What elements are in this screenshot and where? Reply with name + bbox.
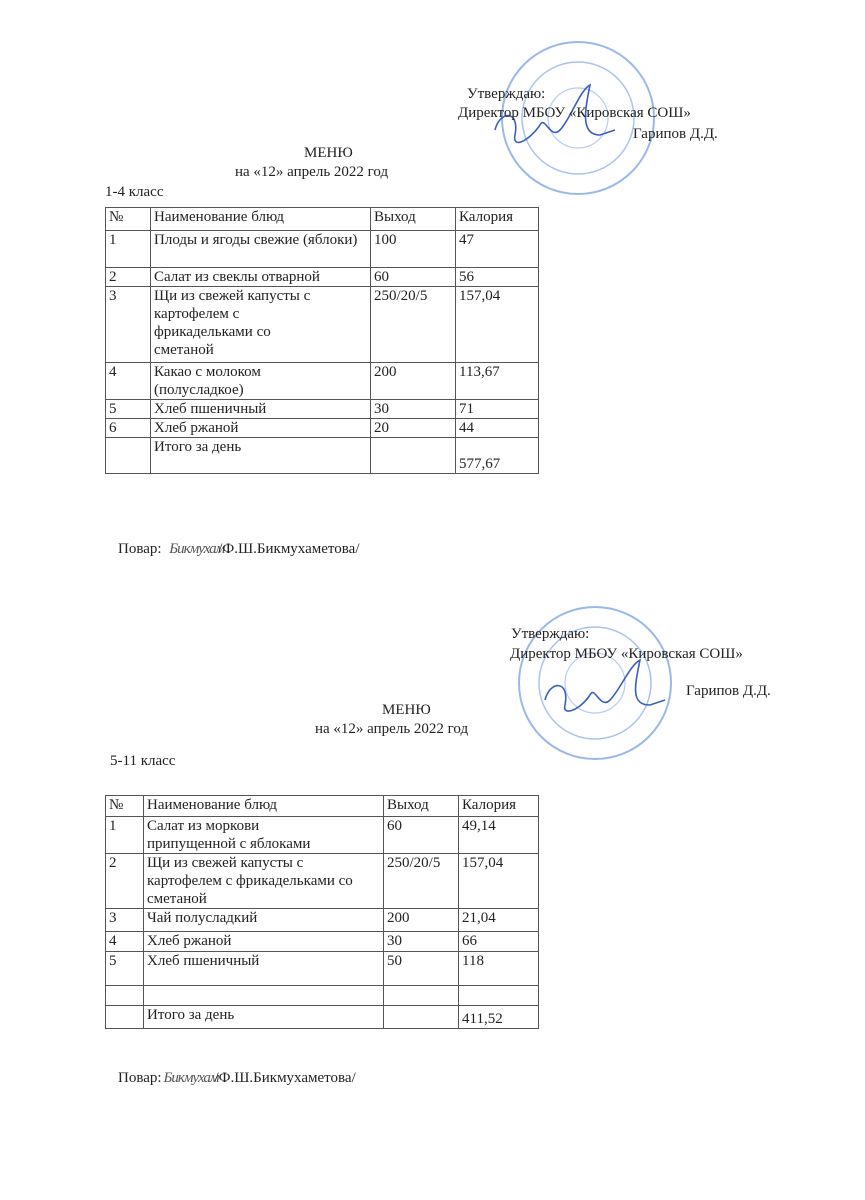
director-signature [540,655,670,725]
cell: 47 [456,231,539,268]
total-value: 411,52 [459,1006,539,1029]
header-cell: Наименование блюд [151,208,371,231]
cell: 250/20/5 [384,854,459,909]
class-label: 1-4 класс [105,184,164,200]
table-row [106,952,539,986]
empty-row [106,986,539,1006]
cell: 5 [106,952,144,986]
table-row [106,932,539,952]
cell: 5 [106,400,151,419]
cell: Чай полусладкий [144,909,384,932]
cell: Хлеб ржаной [151,419,371,438]
approval-label: Утверждаю: [511,626,590,642]
menu-date: на «12» апрель 2022 год [315,721,469,737]
table-row [106,363,539,400]
approval-position: Директор МБОУ «Кировская СОШ» [458,105,691,121]
cell: 6 [106,419,151,438]
cell: 60 [384,817,459,854]
cell: 21,04 [459,909,539,932]
cell: 3 [106,909,144,932]
cell: 200 [384,909,459,932]
header-cell: № [106,208,151,231]
cell: Хлеб ржаной [144,932,384,952]
cell: 3 [106,287,151,363]
class-label: 5-11 класс [110,753,176,769]
cook-signature: Бикмухам [163,1070,219,1086]
cell: 157,04 [456,287,539,363]
cell: 30 [371,400,456,419]
cell: Плоды и ягоды свежие (яблоки) [151,231,371,268]
table-row [106,268,539,287]
cell: 71 [456,400,539,419]
header-cell: Калория [459,796,539,817]
cell [384,1006,459,1029]
cell [459,986,539,1006]
cell [106,986,144,1006]
table-header-row [106,208,539,231]
table-row [106,909,539,932]
cell: 20 [371,419,456,438]
cook-line [118,541,359,558]
cook-line [118,1070,356,1087]
cell: 2 [106,268,151,287]
cell: 66 [459,932,539,952]
cell: 60 [371,268,456,287]
total-label: Итого за день [151,438,371,474]
cell: 49,14 [459,817,539,854]
cook-label: Повар: [118,1070,162,1086]
cell: 1 [106,817,144,854]
cell: Салат из моркови припущенной с яблоками [144,817,384,854]
cook-name: /Ф.Ш.Бикмухаметова/ [218,541,360,557]
cell: 44 [456,419,539,438]
cell: Щи из свежей капусты с картофелем с фрикадельками со сметаной [151,287,371,363]
cell: 4 [106,932,144,952]
menu-date: на «12» апрель 2022 год [235,164,389,180]
cell [144,986,384,1006]
cell [106,1006,144,1029]
table-row [106,287,539,363]
total-row [106,1006,539,1029]
cell: 113,67 [456,363,539,400]
menu-table [105,207,539,474]
cell: 250/20/5 [371,287,456,363]
table-header-row [106,796,539,817]
header-cell: Наименование блюд [144,796,384,817]
cell: Салат из свеклы отварной [151,268,371,287]
cell: Хлеб пшеничный [151,400,371,419]
total-row [106,438,539,474]
table-row [106,419,539,438]
cell: 30 [384,932,459,952]
cell: 157,04 [459,854,539,909]
cell: 56 [456,268,539,287]
cook-label: Повар: [118,541,162,557]
cell: Какао с молоком (полусладкое) [151,363,371,400]
cell: 200 [371,363,456,400]
cell: 118 [459,952,539,986]
cell: 2 [106,854,144,909]
cell: 100 [371,231,456,268]
approval-name: Гарипов Д.Д. [686,683,771,699]
table-row [106,817,539,854]
cell: 50 [384,952,459,986]
table-row [106,854,539,909]
table-row [106,231,539,268]
cell: Щи из свежей капусты с картофелем с фрикадельками со сметаной [144,854,384,909]
cook-name: /Ф.Ш.Бикмухаметова/ [214,1070,356,1086]
header-cell: Выход [371,208,456,231]
cell: 1 [106,231,151,268]
cell: 4 [106,363,151,400]
cell: Хлеб пшеничный [144,952,384,986]
header-cell: № [106,796,144,817]
cell [371,438,456,474]
cell [106,438,151,474]
approval-label: Утверждаю: [467,86,546,102]
header-cell: Калория [456,208,539,231]
cook-signature: Бикмухам [169,541,225,557]
cell [384,986,459,1006]
menu-title: МЕНЮ [382,702,431,718]
approval-name: Гарипов Д.Д. [633,126,718,142]
table-row [106,400,539,419]
approval-position: Директор МБОУ «Кировская СОШ» [510,646,743,662]
menu-table [105,795,539,1029]
header-cell: Выход [384,796,459,817]
menu-title: МЕНЮ [304,145,353,161]
total-value: 577,67 [456,438,539,474]
total-label: Итого за день [144,1006,384,1029]
